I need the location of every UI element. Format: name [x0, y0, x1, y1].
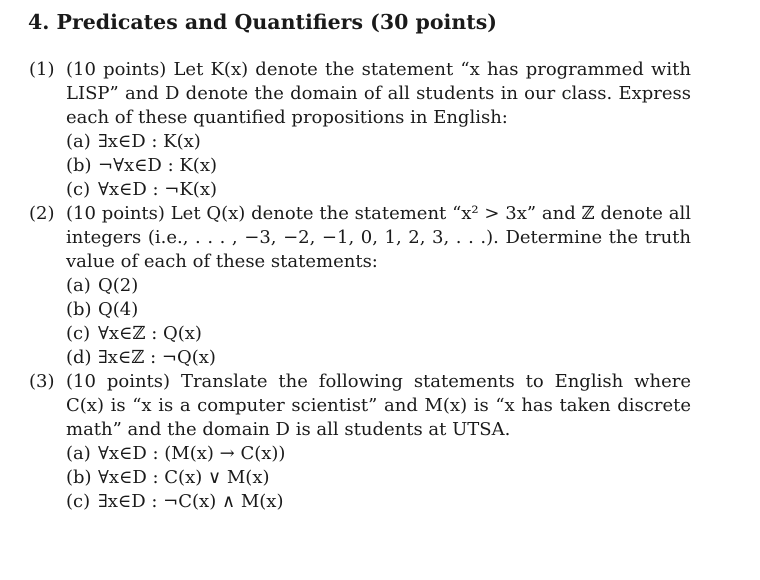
part-expression: Q(4) [98, 299, 139, 320]
section-heading: 4. Predicates and Quantifiers (30 points) [28, 10, 497, 34]
part-expression: ∀x∈D : ¬K(x) [98, 179, 218, 200]
part-label: (c) [66, 323, 91, 344]
problem-1 [29, 58, 729, 202]
problem-part [66, 466, 691, 490]
part-expression: ∃x∈D : K(x) [98, 131, 201, 152]
problem-part [66, 346, 691, 370]
problem-part [66, 274, 691, 298]
problem-intro: (10 points) Translate the following statements to English where C(x) is “x is a computer scientist” and M(x) is “x has taken discrete math” and the domain D is all students at UTSA. [66, 371, 691, 440]
problem-intro: (10 points) Let K(x) denote the statement “x has programmed with LISP” and D denote the domain of all students in our class. Express each of these quantified propositions in English: [66, 59, 691, 128]
part-label: (a) [66, 131, 91, 152]
problem-part [66, 178, 691, 202]
problem-part [66, 298, 691, 322]
problem-list [29, 58, 729, 514]
part-expression: ∀x∈D : C(x) ∨ M(x) [98, 467, 270, 488]
part-expression: ∃x∈ℤ : ¬Q(x) [98, 347, 216, 368]
part-expression: ∀x∈ℤ : Q(x) [98, 323, 202, 344]
problem-3 [29, 370, 729, 514]
problem-2 [29, 202, 729, 370]
part-expression: Q(2) [98, 275, 139, 296]
problem-number: (3) [29, 371, 55, 392]
part-label: (a) [66, 275, 91, 296]
part-expression: ¬∀x∈D : K(x) [98, 155, 218, 176]
part-label: (c) [66, 179, 91, 200]
problem-part [66, 322, 691, 346]
problem-number: (1) [29, 59, 55, 80]
part-label: (c) [66, 491, 91, 512]
problem-part [66, 154, 691, 178]
problem-part [66, 442, 691, 466]
part-label: (b) [66, 467, 92, 488]
part-expression: ∀x∈D : (M(x) → C(x)) [98, 443, 286, 464]
part-label: (a) [66, 443, 91, 464]
part-label: (b) [66, 155, 92, 176]
problem-part [66, 490, 691, 514]
problem-intro: (10 points) Let Q(x) denote the statement “x² > 3x” and ℤ denote all integers (i.e., . . . , −3, −2, −1, 0, 1, 2, 3, . . .). Determine the truth value of each of these statements: [66, 203, 691, 272]
problem-number: (2) [29, 203, 55, 224]
problem-part [66, 130, 691, 154]
part-expression: ∃x∈D : ¬C(x) ∧ M(x) [98, 491, 284, 512]
part-label: (d) [66, 347, 92, 368]
part-label: (b) [66, 299, 92, 320]
